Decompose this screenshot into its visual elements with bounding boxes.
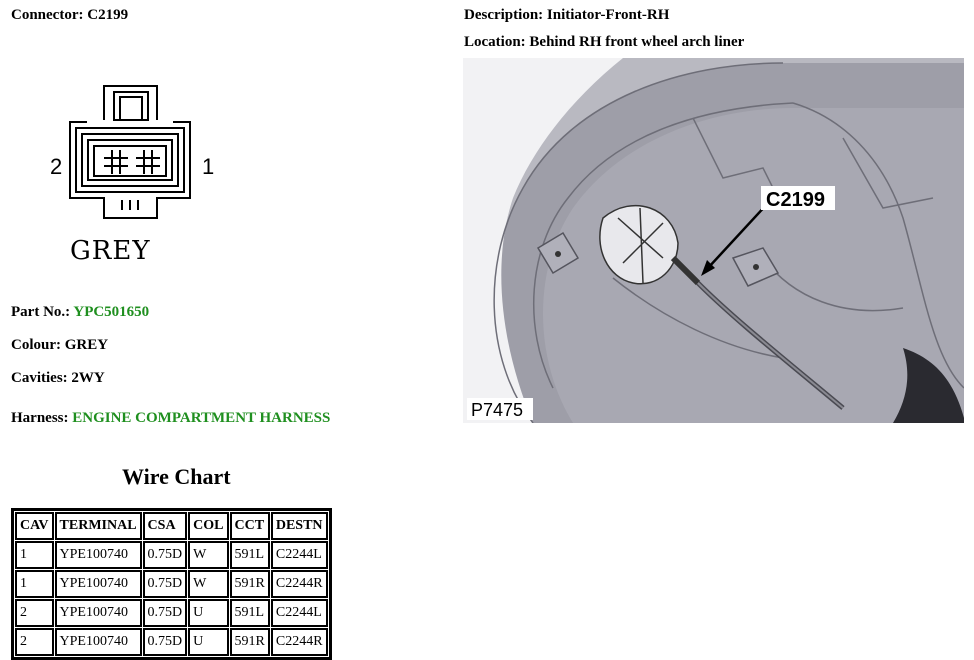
cell-csa: 0.75D [143,628,188,656]
cell-destn: C2244R [271,628,328,656]
cell-cav: 2 [15,628,54,656]
description-value: Initiator-Front-RH [546,7,670,23]
colour-line [11,337,108,354]
description-line [464,7,669,24]
table-row [15,570,328,598]
cell-destn: C2244R [271,570,328,598]
connector-value: C2199 [87,7,129,23]
cell-csa: 0.75D [143,599,188,627]
cell-cct: 591R [230,628,270,656]
photo-figure-id: P7475 [471,400,524,420]
cell-terminal: YPE100740 [55,541,142,569]
cell-cct: 591L [230,599,270,627]
cell-terminal: YPE100740 [55,570,142,598]
cavities-value: 2WY [71,370,105,386]
header-csa: CSA [143,512,188,540]
part-number-link[interactable]: YPC501650 [73,304,150,320]
cavities-label: Cavities: [11,370,68,386]
cell-destn: C2244L [271,599,328,627]
wheel-arch-photo-icon [463,58,964,423]
connector-label: Connector: [11,7,84,23]
wire-chart-table [11,508,332,660]
part-number-line [11,304,149,321]
connector-colour-text: GREY [70,236,151,266]
cell-col: U [188,628,228,656]
header-col: COL [188,512,228,540]
pin-right-number: 1 [202,154,215,179]
table-row [15,599,328,627]
table-row [15,628,328,656]
cell-terminal: YPE100740 [55,599,142,627]
pin-left-number: 2 [50,154,63,179]
cell-cct: 591R [230,570,270,598]
location-value: Behind RH front wheel arch liner [529,34,745,50]
connector-line [11,7,128,24]
wire-chart-title: Wire Chart [122,464,231,489]
cell-cct: 591L [230,541,270,569]
connector-face-icon [40,78,230,238]
harness-label: Harness: [11,410,69,426]
location-photo [463,58,964,423]
location-line [464,34,744,51]
location-label: Location: [464,34,526,50]
header-destn: DESTN [271,512,328,540]
photo-callout-label: C2199 [766,189,825,211]
cell-col: U [188,599,228,627]
header-cct: CCT [230,512,270,540]
cell-cav: 1 [15,570,54,598]
cell-col: W [188,541,228,569]
colour-label: Colour: [11,337,61,353]
cell-csa: 0.75D [143,541,188,569]
wire-chart-header-row [15,512,328,540]
harness-link[interactable]: ENGINE COMPARTMENT HARNESS [72,410,331,426]
part-number-label: Part No.: [11,304,71,320]
cavities-line [11,370,105,387]
cell-csa: 0.75D [143,570,188,598]
cell-cav: 2 [15,599,54,627]
description-label: Description: [464,7,544,23]
cell-terminal: YPE100740 [55,628,142,656]
header-cav: CAV [15,512,54,540]
harness-line [11,410,330,427]
cell-cav: 1 [15,541,54,569]
header-terminal: TERMINAL [55,512,142,540]
cell-destn: C2244L [271,541,328,569]
table-row [15,541,328,569]
cell-col: W [188,570,228,598]
colour-value: GREY [64,337,109,353]
